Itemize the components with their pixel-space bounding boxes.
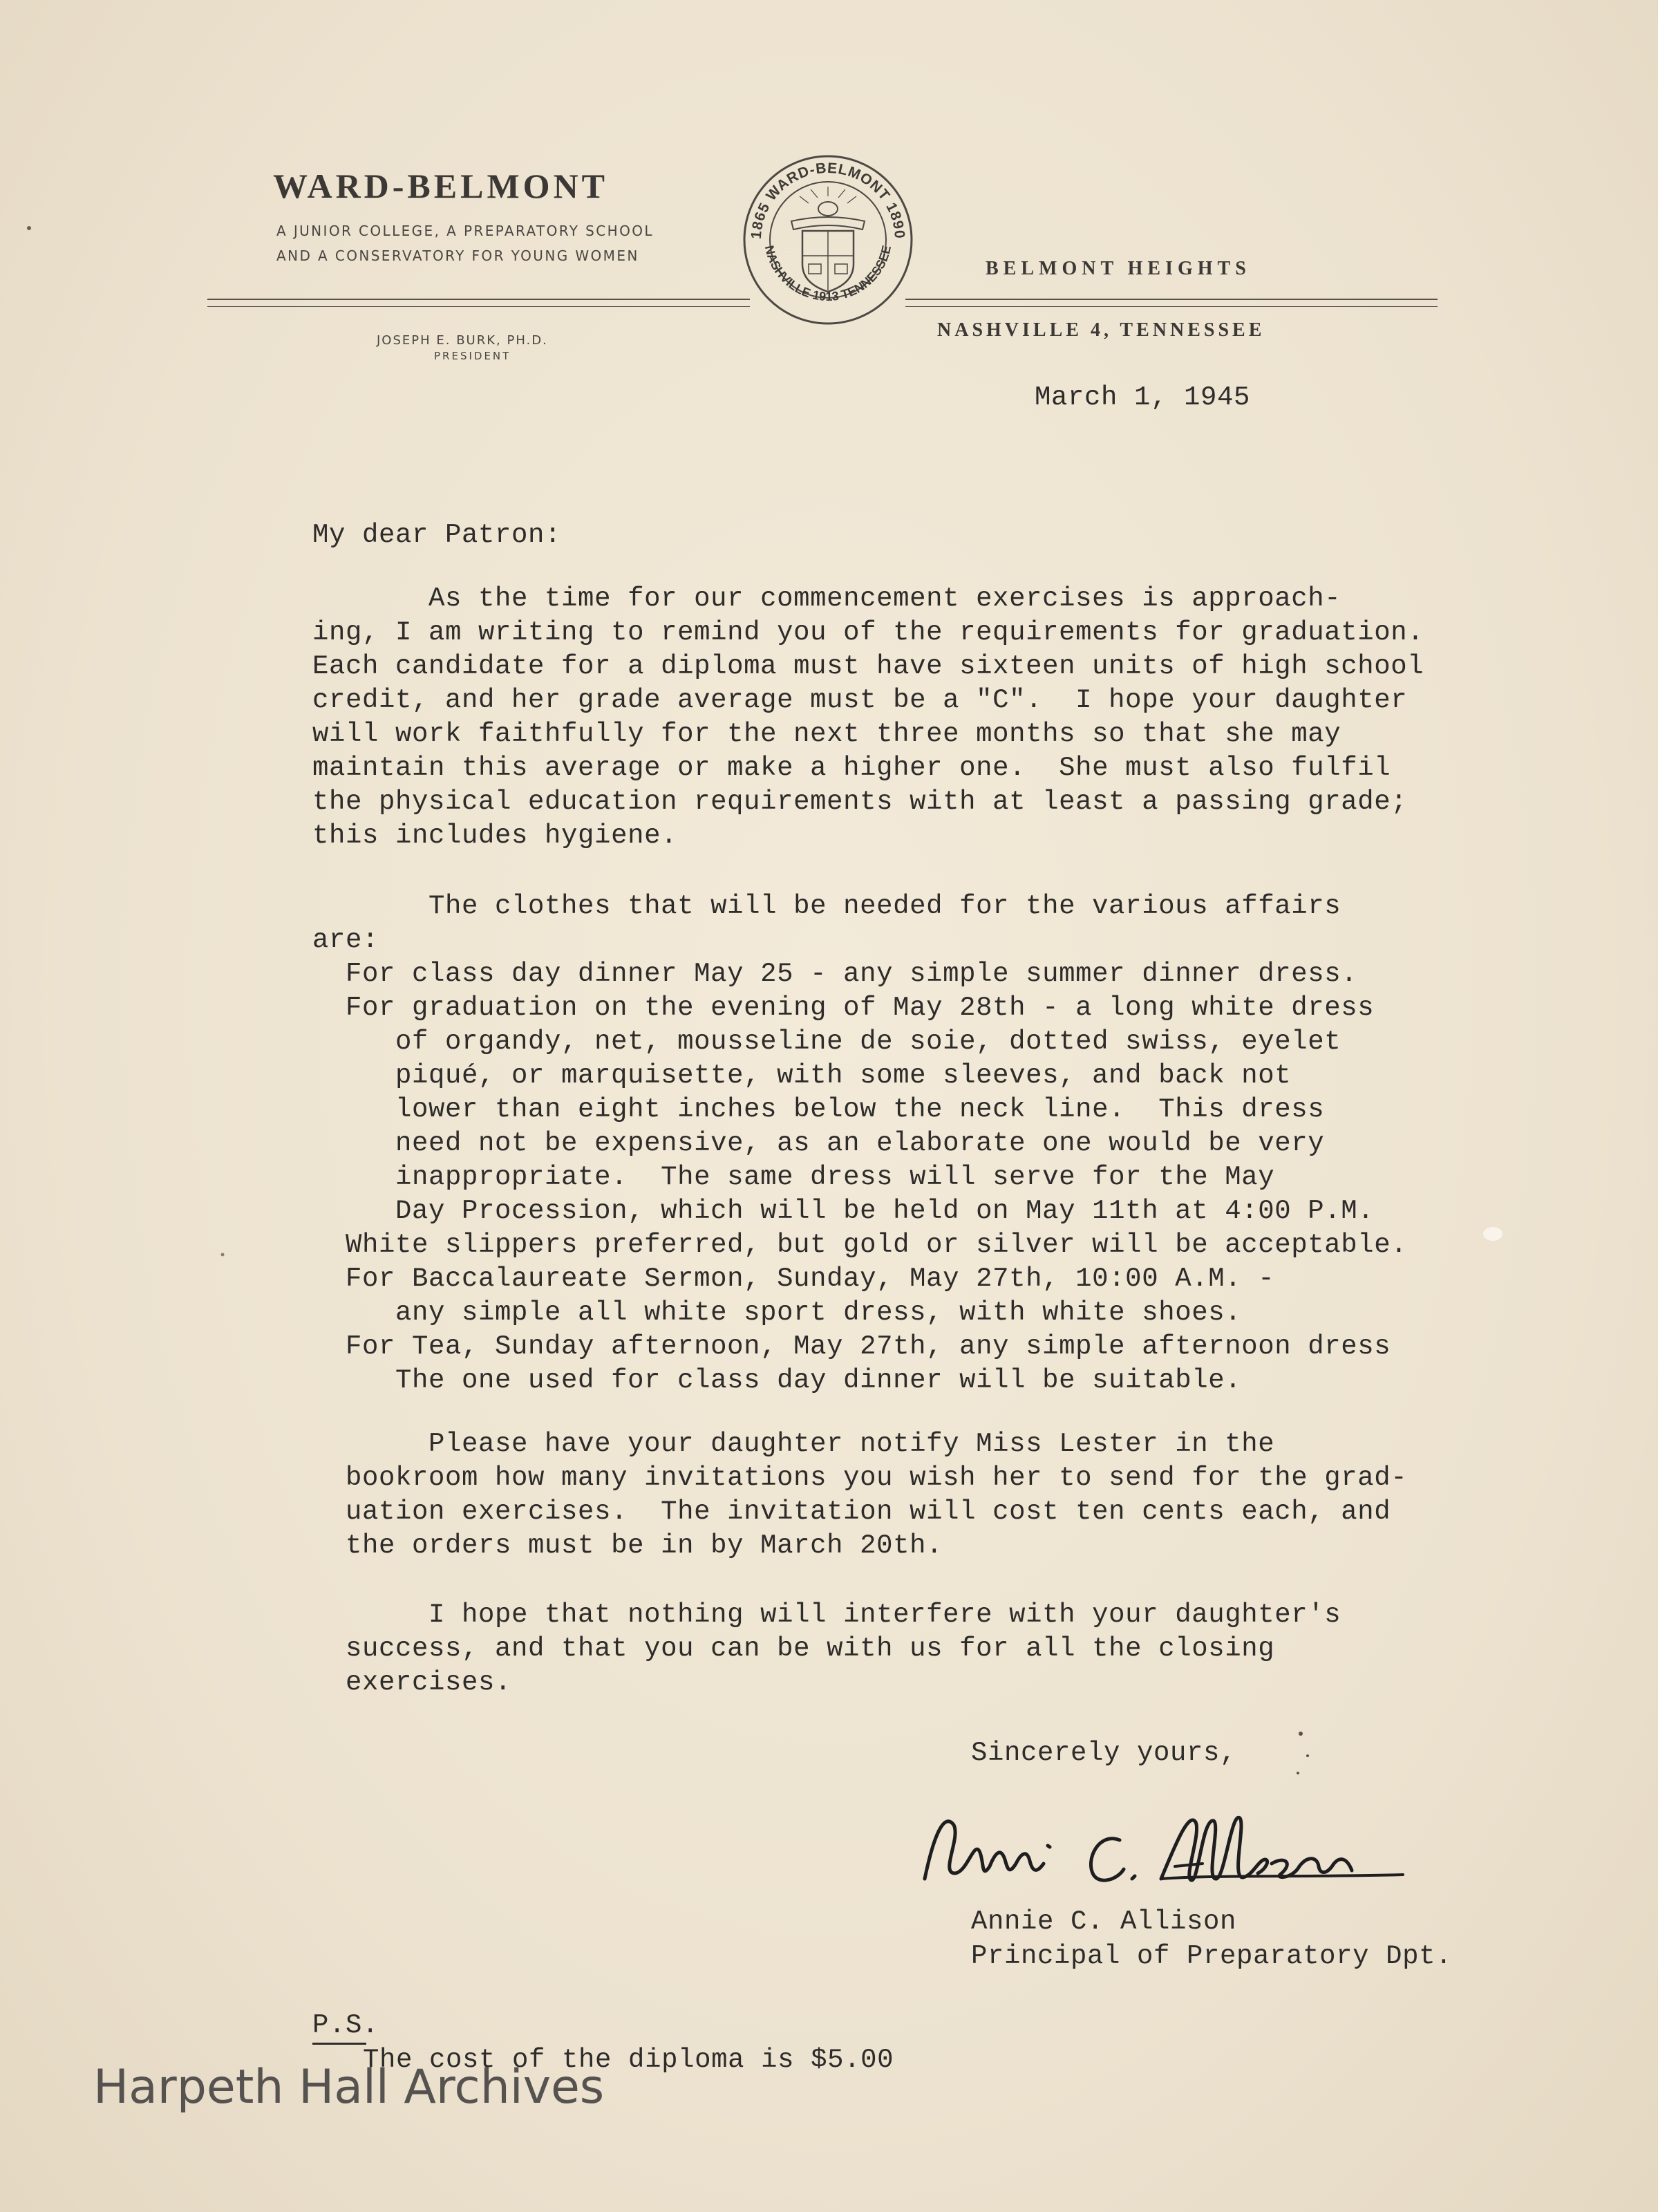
letter-line: I hope that nothing will interfere with your daughter's — [312, 1600, 1341, 1630]
letter-line: Each candidate for a diploma must have sixteen units of high school — [312, 651, 1424, 682]
letter-line: lower than eight inches below the neck line. This dress — [312, 1094, 1325, 1125]
letter-line: maintain this average or make a higher one. She must also fulfil — [312, 753, 1391, 783]
college-tagline: A JUNIOR COLLEGE, A PREPARATORY SCHOOL — [276, 223, 654, 239]
letter-line: are: — [312, 925, 379, 955]
letter-line: For Baccalaureate Sermon, Sunday, May 27th, 10:00 A.M. - — [312, 1264, 1275, 1294]
college-seal-icon — [742, 153, 914, 326]
seal-text-bottom: NASHVILLE 1913 TENNESSEE — [762, 244, 894, 303]
svg-text:1865 WARD-BELMONT 1890 — [748, 160, 907, 240]
college-tagline: AND A CONSERVATORY FOR YOUNG WOMEN — [276, 247, 639, 264]
address-line: BELMONT HEIGHTS — [986, 258, 1251, 279]
paragraph-requirements — [312, 582, 1424, 853]
paragraph-invitations — [312, 1427, 1407, 1563]
letter-line: Please have your daughter notify Miss Lester in the — [312, 1429, 1275, 1459]
address-line: NASHVILLE 4, TENNESSEE — [937, 319, 1265, 341]
president-title: PRESIDENT — [434, 350, 511, 362]
letter-line: As the time for our commencement exercises is approach- — [312, 583, 1341, 614]
letter-line: uation exercises. The invitation will cost ten cents each, and — [312, 1497, 1391, 1527]
president-name: JOSEPH E. BURK, PH.D. — [377, 333, 548, 348]
letterhead-rule-left — [207, 299, 750, 307]
letter-line: ing, I am writing to remind you of the requirements for graduation. — [312, 617, 1424, 648]
postscript-underline — [312, 2043, 366, 2045]
letter-line: the orders must be in by March 20th. — [312, 1530, 943, 1561]
letter-line: For graduation on the evening of May 28th - a long white dress — [312, 993, 1375, 1023]
letter-line: this includes hygiene. — [312, 821, 678, 851]
letter-date: March 1, 1945 — [1035, 382, 1251, 413]
letter-line: need not be expensive, as an elaborate one would be very — [312, 1128, 1325, 1159]
letter-line: the physical education requirements with at least a passing grade; — [312, 787, 1408, 817]
letter-line: exercises. — [312, 1667, 512, 1698]
letter-line: For class day dinner May 25 - any simple summer dinner dress. — [312, 959, 1358, 989]
signer-title: Principal of Preparatory Dpt. — [971, 1941, 1453, 1971]
signer-name: Annie C. Allison — [971, 1906, 1237, 1937]
paragraph-clothes — [312, 890, 1407, 1398]
handwritten-signature — [912, 1797, 1424, 1901]
letter-line: any simple all white sport dress, with white shoes. — [312, 1297, 1242, 1328]
seal-text-top: 1865 WARD-BELMONT 1890 — [748, 160, 908, 240]
closing: Sincerely yours, — [971, 1738, 1237, 1768]
letter-line: will work faithfully for the next three months so that she may — [312, 719, 1341, 749]
letter-line: bookroom how many invitations you wish her to send for the grad- — [312, 1463, 1408, 1493]
letter-line: credit, and her grade average must be a "C". I hope your daughter — [312, 685, 1408, 715]
letter-line: The one used for class day dinner will be suitable. — [312, 1365, 1242, 1396]
paragraph-closing-wish — [312, 1598, 1341, 1700]
salutation: My dear Patron: — [312, 520, 562, 550]
letter-line: The clothes that will be needed for the various affairs — [312, 891, 1341, 921]
letterhead-rule-right — [905, 299, 1438, 307]
archive-watermark: Harpeth Hall Archives — [93, 2060, 605, 2115]
college-name: WARD-BELMONT — [273, 167, 609, 205]
letter-line: of organdy, net, mousseline de soie, dotted swiss, eyelet — [312, 1027, 1341, 1057]
postscript-text: The cost of the diploma is $5.00 — [363, 2045, 894, 2075]
letter-line: Day Procession, which will be held on May 11th at 4:00 P.M. — [312, 1196, 1375, 1226]
letter-line: piqué, or marquisette, with some sleeves, and back not — [312, 1060, 1292, 1091]
letter-line: White slippers preferred, but gold or silver will be acceptable. — [312, 1230, 1408, 1260]
letter-line: For Tea, Sunday afternoon, May 27th, any simple afternoon dress — [312, 1331, 1391, 1362]
letter-line: success, and that you can be with us for all the closing — [312, 1633, 1275, 1664]
postscript-label: P.S. — [312, 2010, 379, 2041]
letter-line: inappropriate. The same dress will serve for the May — [312, 1162, 1275, 1192]
